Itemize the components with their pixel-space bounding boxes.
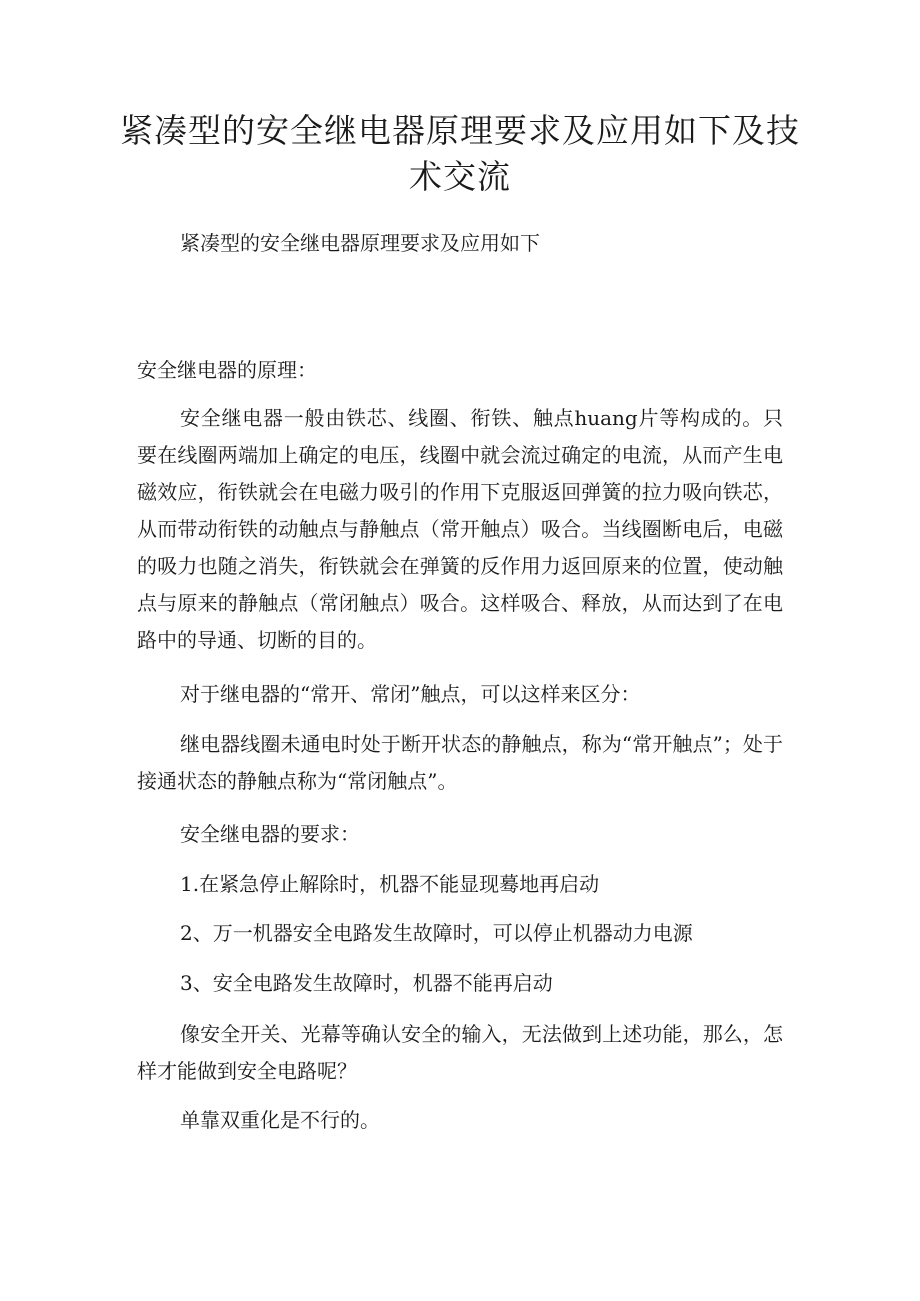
document-title: 紧凑型的安全继电器原理要求及应用如下及技术交流 <box>120 111 800 196</box>
requirement-item-1: 1.在紧急停止解除时，机器不能显现蓦地再启动 <box>180 872 600 896</box>
requirement-item-2: 2、万一机器安全电路发生故障时，可以停止机器动力电源 <box>180 921 693 945</box>
section-heading-requirements: 安全继电器的要求： <box>180 822 360 846</box>
paragraph-question: 像安全开关、光幕等确认安全的输入，无法做到上述功能，那么，怎样才能做到安全电路呢？ <box>137 1022 783 1083</box>
section-heading-principle: 安全继电器的原理： <box>137 358 317 382</box>
requirement-item-3: 3、安全电路发生故障时，机器不能再启动 <box>180 971 553 995</box>
paragraph-principle: 安全继电器一般由铁芯、线圈、衔铁、触点huang片等构成的。只要在线圈两端加上确定的电压，线圈中就会流过确定的电流，从而产生电磁效应，衔铁就会在电磁力吸引的作用下克服返回弹簧的拉力吸向铁芯，从而带动衔铁的动触点与静触点（常开触点）吸合。当线圈断电后，电磁的吸力也随之消失，衔铁就会在弹簧的反作用力返回原来的位置，使动触点与原来的静触点（常闭触点）吸合。这样吸合、释放，从而达到了在电路中的导通、切断的目的。 <box>137 406 783 652</box>
document-subtitle: 紧凑型的安全继电器原理要求及应用如下 <box>180 231 540 255</box>
paragraph-answer: 单靠双重化是不行的。 <box>180 1108 380 1132</box>
paragraph-definition: 继电器线圈未通电时处于断开状态的静触点，称为“常开触点”；处于接通状态的静触点称为“常闭触点”。 <box>137 732 783 793</box>
paragraph-distinguish: 对于继电器的“常开、常闭”触点，可以这样来区分： <box>180 682 641 706</box>
